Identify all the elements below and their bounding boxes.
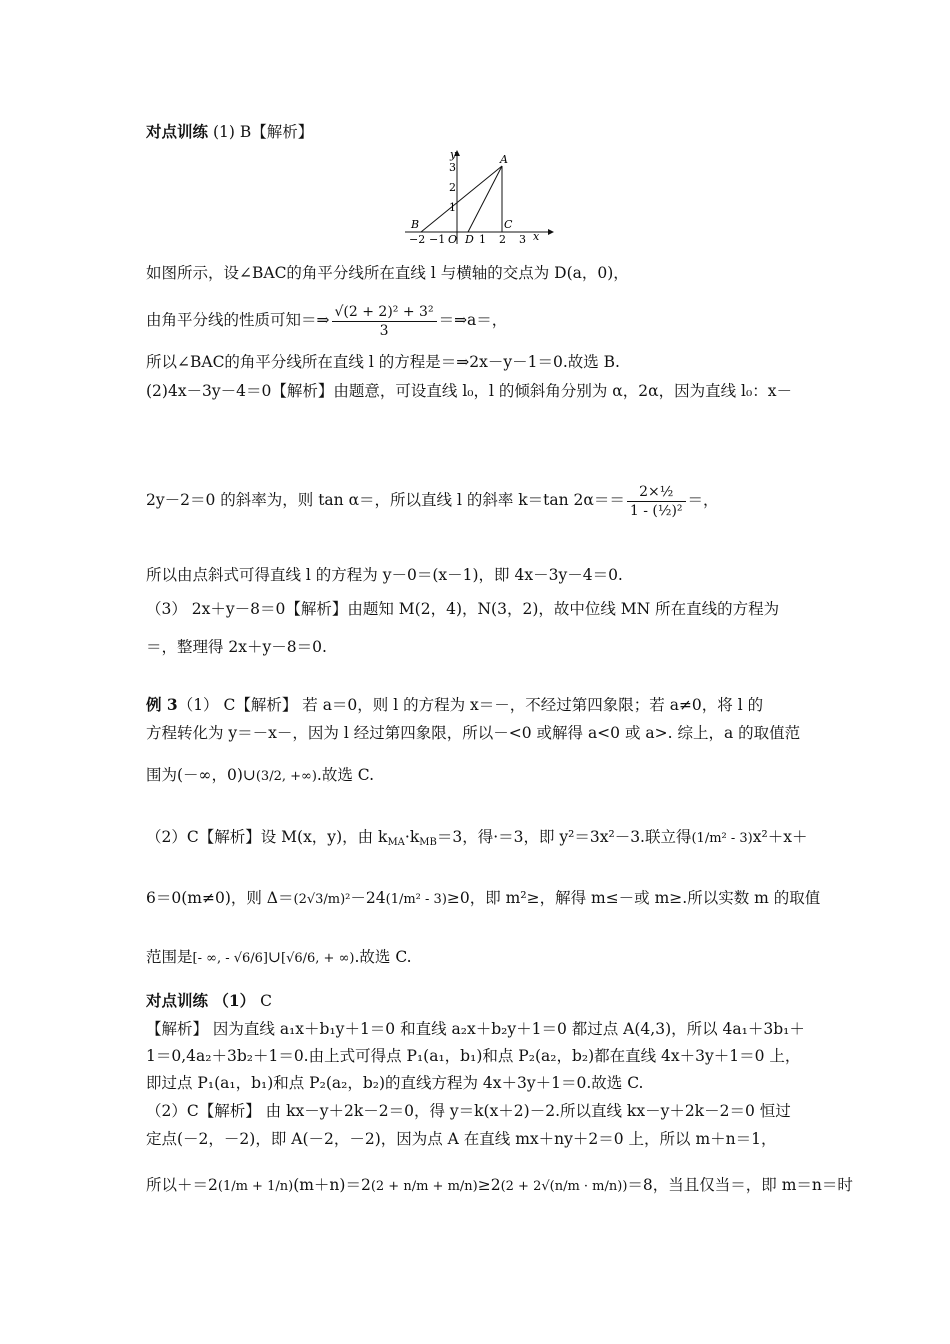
- x-tick-minus1: −1: [429, 233, 446, 246]
- text-line-5: (2)4x－3y－4＝0【解析】由题意，可设直线 l₀，l 的倾斜角分别为 α，2α，因为直线 l₀：x－: [146, 382, 792, 400]
- text-line-2: 如图所示，设∠BAC的角平分线所在直线 l 与横轴的交点为 D(a，0)，: [146, 264, 629, 282]
- y-tick-2: 2: [449, 181, 456, 194]
- x-axis-label: x: [533, 230, 540, 243]
- heading-training-1: 对点训练 (1) B【解析】: [146, 122, 314, 141]
- line-DA: [468, 166, 502, 232]
- text-line-21: 定点(－2，－2)，即 A(－2，－2)，因为点 A 在直线 mx＋ny＋2＝0 上，所以 m＋n＝1，: [146, 1130, 777, 1148]
- point-D-label: D: [465, 233, 474, 246]
- text-line-13: （2）C【解析】设 M(x，y)，由 $k_{MA}\cdot k_{MB}=3$，得·＝3，即 y²＝3x²－3.联立得(1/m² - 3)x²＋x＋: [146, 828, 808, 848]
- y-tick-1: 1: [449, 201, 456, 214]
- text-line-18: 1＝0,4a₂＋3b₂＋1＝0.由上式可得点 P₁(a₁，b₁)和点 P₂(a₂，b₂)都在直线 4x＋3y＋1＝0 上，: [146, 1047, 801, 1065]
- text-line-6: 2y－2＝0 的斜率为，则 tan α＝，所以直线 l 的斜率 k＝tan 2α＝＝ $\frac{\text{2×½}}{\text{1 - (½)²}}$ ＝，: [146, 483, 719, 519]
- text-line-12: 围为(－∞，0)∪(3/2, +∞).故选 C.: [146, 766, 375, 784]
- text-line-4: 所以∠BAC的角平分线所在直线 l 的方程是＝⇒2x－y－1＝0.故选 B.: [146, 353, 620, 371]
- text-line-3: 由角平分线的性质可知＝⇒ $\frac{\text{√(2 + 2)² + 3²}}{3}$ ＝⇒a＝，: [146, 303, 508, 339]
- text-line-22: 所以＋＝2(1/m + 1/n)(m＋n)＝2(2 + n/m + m/n)≥2(2 + 2√(n/m · m/n))＝8，当且仅当＝，即 m＝n＝时: [146, 1176, 853, 1194]
- text-line-8: （3） 2x＋y－8＝0【解析】由题知 M(2，4)，N(3，2)，故中位线 MN 所在直线的方程为: [146, 600, 780, 618]
- text-line-14: 6＝0(m≠0)，则 Δ＝(2√3/m)²－24(1/m² - 3)≥0，即 m²≥，解得 m≤－或 m≥.所以实数 m 的取值: [146, 889, 821, 907]
- x-tick-3: 3: [519, 233, 526, 246]
- interval-expression: (3/2, +∞): [255, 769, 317, 784]
- x-tick-minus2: −2: [409, 233, 426, 246]
- point-A-label: A: [500, 153, 508, 166]
- x-tick-1: 1: [479, 233, 486, 246]
- heading-training-2: 对点训练 （1） C: [146, 991, 272, 1010]
- text-line-9: ＝，整理得 2x＋y－8＝0.: [146, 638, 327, 656]
- x-tick-2: 2: [499, 233, 506, 246]
- text-line-11: 方程转化为 y＝－x－，因为 l 经过第四象限，所以－<0 或解得 a<0 或 a>. 综上，a 的取值范: [146, 724, 801, 742]
- point-C-label: C: [504, 218, 513, 231]
- y-axis-label: y: [450, 148, 457, 161]
- line-BA: [421, 166, 502, 232]
- fraction-distance: $\frac{\text{√(2 + 2)² + 3²}}{3}$: [332, 303, 437, 340]
- heading-example-3: 例 3（1） C【解析】 若 a＝0，则 l 的方程为 x＝－，不经过第四象限；若 a≠0，将 l 的: [146, 695, 764, 714]
- text-line-17: 【解析】 因为直线 a₁x＋b₁y＋1＝0 和直线 a₂x＋b₂y＋1＝0 都过点 A(4,3)，所以 4a₁＋3b₁＋: [146, 1020, 805, 1038]
- coordinate-figure: [405, 148, 555, 248]
- origin-label: O: [448, 233, 458, 246]
- text-line-7: 所以由点斜式可得直线 l 的方程为 y－0＝(x－1)，即 4x－3y－4＝0.: [146, 566, 623, 584]
- text-line-15: 范围是[- ∞, - √6/6]∪[√6/6, + ∞).故选 C.: [146, 948, 412, 966]
- text-line-19: 即过点 P₁(a₁，b₁)和点 P₂(a₂，b₂)的直线方程为 4x＋3y＋1＝0.故选 C.: [146, 1074, 644, 1092]
- y-tick-3: 3: [449, 161, 456, 174]
- point-B-label: B: [411, 218, 420, 231]
- fraction-tan2a: $\frac{\text{2×½}}{\text{1 - (½)²}}$: [627, 483, 686, 520]
- text-line-20: （2）C【解析】 由 kx－y＋2k－2＝0，得 y＝k(x＋2)－2.所以直线 kx－y＋2k－2＝0 恒过: [146, 1102, 791, 1120]
